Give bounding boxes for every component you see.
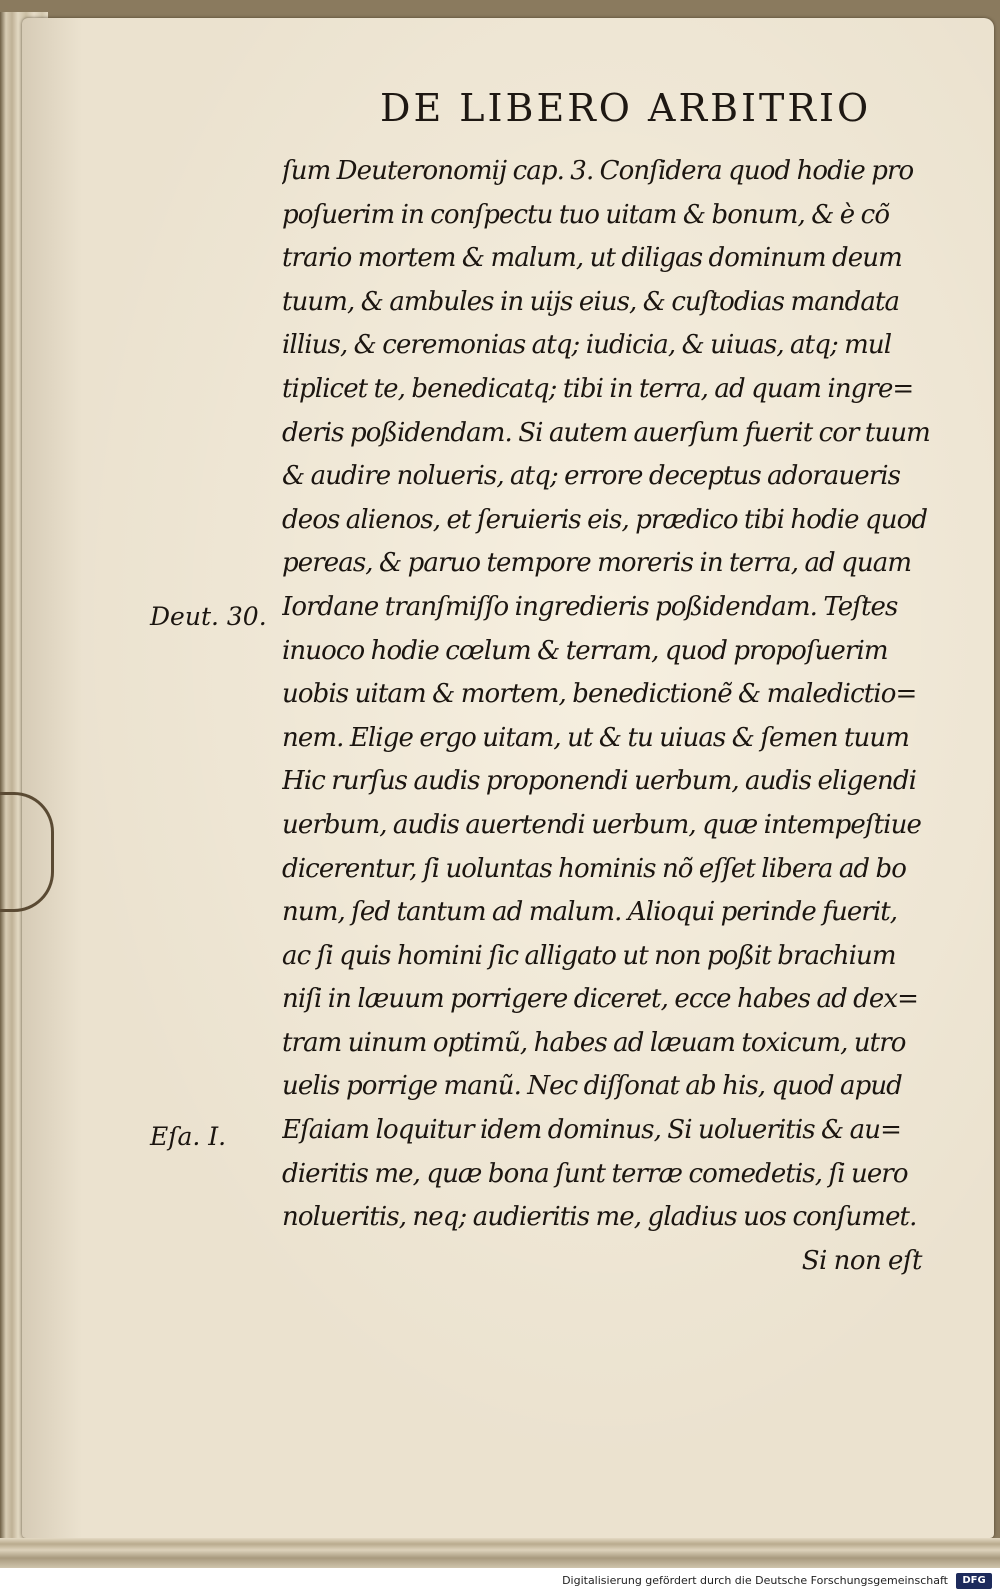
text-line: ſum Deuteronomij cap. 3. Conſidera quod hodie pro <box>282 156 914 186</box>
page-clip <box>0 792 54 912</box>
text-line: inuoco hodie cœlum & terram, quod propoſuerim <box>282 635 888 666</box>
footer-bar <box>0 1568 1000 1596</box>
text-line: Eſaiam loquitur idem dominus, Si uolueritis & au= <box>282 1115 901 1146</box>
text-line: tuum, & ambules in uijs eius, & cuſtodias mandata <box>282 286 900 317</box>
text-line: dieritis me, quæ bona ſunt terræ comedetis, ſi uero <box>282 1158 908 1189</box>
text-line: nem. Elige ergo uitam, ut & tu uiuas & ſemen tuum <box>282 722 909 753</box>
catchword: Si non eſt <box>801 1245 922 1276</box>
running-head: DE LIBERO ARBITRIO <box>380 86 872 130</box>
text-line: tiplicet te, benedicatq; tibi in terra, ad quam ingre= <box>282 373 914 404</box>
text-line: nolueritis, neq; audieritis me, gladius uos conſumet. <box>282 1202 917 1233</box>
text-line: trario mortem & malum, ut diligas dominum deum <box>282 243 902 274</box>
text-line: pereas, & paruo tempore moreris in terra, ad quam <box>282 548 912 579</box>
text-line: niſi in læuum porrigere diceret, ecce habes ad dex= <box>282 984 919 1015</box>
dfg-logo: DFG <box>956 1573 992 1589</box>
text-line: Iordane tranſmiſſo ingredieris poßidendam. Teſtes <box>282 591 898 622</box>
footer-credit: Digitalisierung gefördert durch die Deutsche Forschungsgemeinschaft <box>562 1574 948 1587</box>
text-line: dicerentur, ſi uoluntas hominis nõ eſſet libera ad bo <box>282 853 907 884</box>
text-line: uelis porrige manũ. Nec diſſonat ab his, quod apud <box>282 1071 902 1102</box>
text-line: uerbum, audis auertendi uerbum, quæ intempeſtiue <box>282 809 921 840</box>
text-line: tram uinum optimũ, habes ad læuam toxicum, utro <box>282 1027 906 1058</box>
main-text <box>282 150 942 1283</box>
text-line: & audire nolueris, atq; errore deceptus adoraueris <box>282 461 901 492</box>
text-line: poſuerim in conſpectu tuo uitam & bonum, & è cõ <box>282 199 890 230</box>
text-line: uobis uitam & mortem, benedictionẽ & maledictio= <box>282 679 917 710</box>
text-line: Hic rurſus audis proponendi uerbum, audis eligendi <box>282 766 917 797</box>
text-line: num, ſed tantum ad malum. Alioqui perinde fuerit, <box>282 897 898 928</box>
text-line: ac ſi quis homini ſic alligato ut non poßit brachium <box>282 940 896 971</box>
text-line: deris poßidendam. Si autem auerſum fuerit cor tuum <box>282 417 930 448</box>
page-bottom-edges <box>0 1538 1000 1568</box>
marginal-note-deut: Deut. 30. <box>150 602 267 631</box>
text-line: deos alienos, et ſeruieris eis, prædico tibi hodie quod <box>282 504 928 535</box>
marginal-note-esa: Eſa. I. <box>150 1122 227 1151</box>
text-line: illius, & ceremonias atq; iudicia, & uiuas, atq; mul <box>282 330 892 361</box>
